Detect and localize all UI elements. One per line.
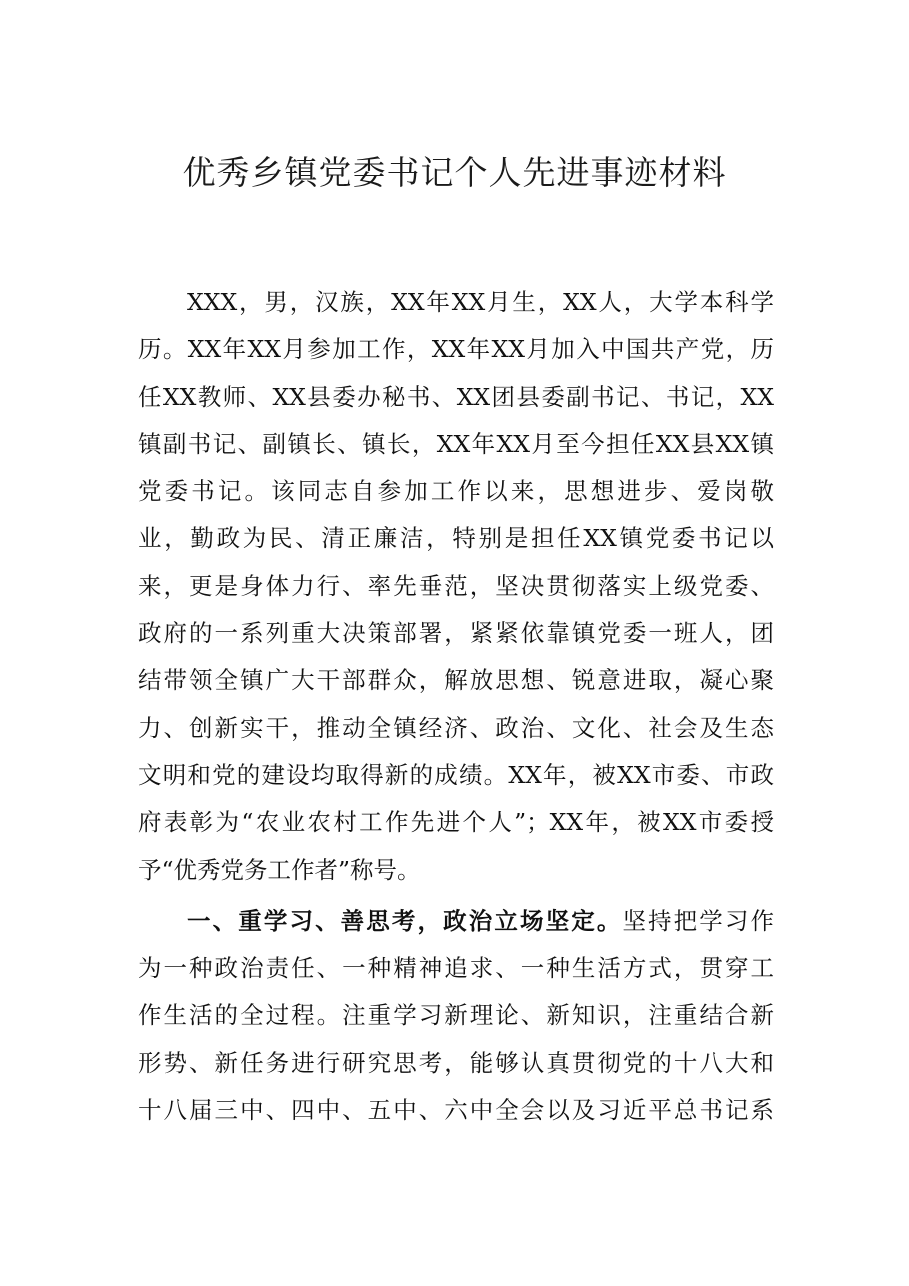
section-text: 坚持把学习作 (622, 906, 775, 935)
document-body (138, 279, 774, 1134)
text-line: 业，勤政为民、清正廉洁，特别是担任XX镇党委书记以 (138, 524, 774, 553)
section-heading: 一、重学习、善思考，政治立场坚定。 (187, 906, 623, 935)
text-line: 任XX教师、XX县委办秘书、XX团县委副书记、书记，XX (138, 382, 774, 411)
paragraph-section-one (138, 898, 774, 1134)
text-line: 府表彰为“农业农村工作先进个人”；XX年，被XX市委授 (138, 808, 774, 837)
text-line: 十八届三中、四中、五中、六中全会以及习近平总书记系 (138, 1096, 774, 1125)
document-title: 优秀乡镇党委书记个人先进事迹材料 (182, 153, 727, 192)
paragraph-intro (138, 279, 774, 894)
text-line: 文明和党的建设均取得新的成绩。XX年，被XX市委、市政 (138, 760, 774, 789)
text-line: 历。XX年XX月参加工作，XX年XX月加入中国共产党，历 (138, 335, 774, 364)
text-line: 为一种政治责任、一种精神追求、一种生活方式，贯穿工 (138, 954, 774, 983)
text-line: 予“优秀党务工作者”称号。 (138, 855, 421, 884)
text-line: 结带领全镇广大干部群众，解放思想、锐意进取，凝心聚 (138, 666, 774, 695)
text-line: 政府的一系列重大决策部署，紧紧依靠镇党委一班人，团 (138, 619, 774, 648)
text-line: 镇副书记、副镇长、镇长，XX年XX月至今担任XX县XX镇 (138, 429, 774, 458)
text-line: 党委书记。该同志自参加工作以来，思想进步、爱岗敬 (138, 477, 774, 506)
text-line: 力、创新实干，推动全镇经济、政治、文化、社会及生态 (138, 713, 774, 742)
text-line (138, 898, 774, 945)
text-line: 作生活的全过程。注重学习新理论、新知识，注重结合新 (138, 1001, 774, 1030)
text-line: XXX，男，汉族，XX年XX月生，XX人，大学本科学 (187, 288, 774, 316)
text-line: 形势、新任务进行研究思考，能够认真贯彻党的十八大和 (138, 1048, 774, 1077)
text-line: 来，更是身体力行、率先垂范，坚决贯彻落实上级党委、 (138, 571, 774, 600)
